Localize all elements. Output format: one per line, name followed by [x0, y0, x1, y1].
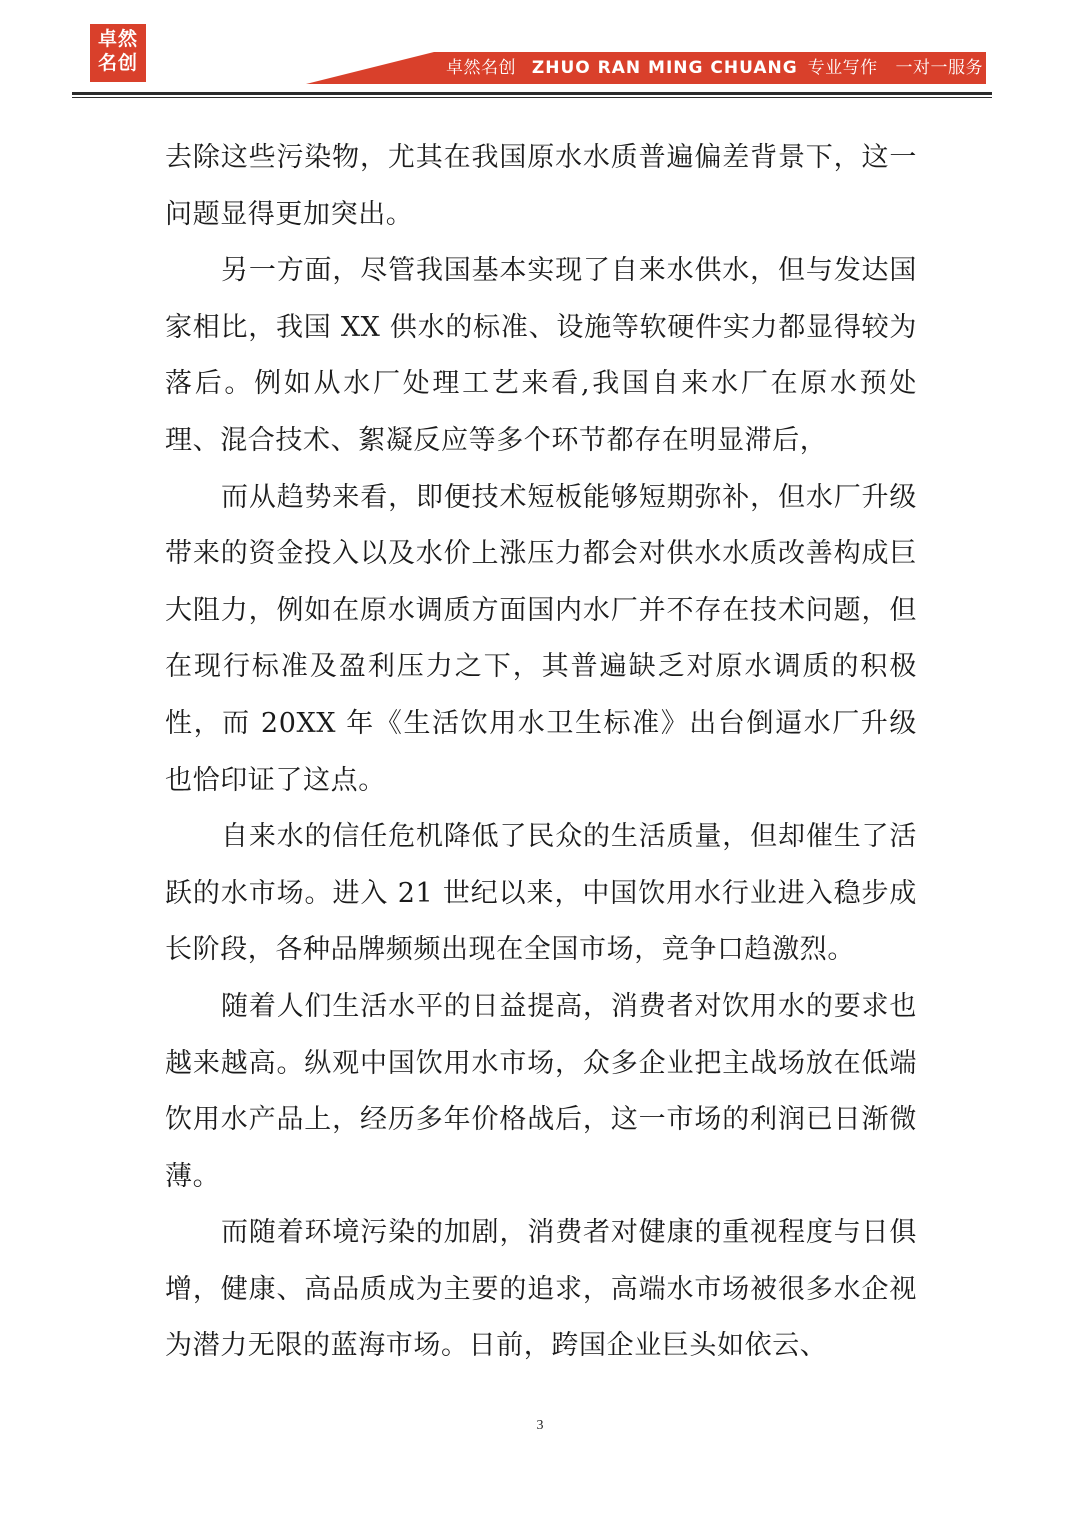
paragraph-5: 随着人们生活水平的日益提高，消费者对饮用水的要求也越来越高。纵观中国饮用水市场，众多企业把主战场放在低端饮用水产品上，经历多年价格战后，这一市场的利润已日渐微薄。 — [165, 990, 917, 1192]
page-number: 3 — [536, 1418, 544, 1433]
header-rule-thick — [72, 92, 992, 95]
brand-logo — [90, 24, 146, 82]
banner-slant-decoration — [306, 52, 434, 84]
banner-service: 一对一服务 — [895, 58, 984, 78]
paragraph-2: 另一方面，尽管我国基本实现了自来水供水，但与发达国家相比，我国 XX 供水的标准、设施等软硬件实力都显得较为落后。例如从水厂处理工艺来看,我国自来水厂在原水预处理、混合技术、絮凝反应等多个环节都存在明显滞后， — [165, 255, 917, 456]
banner-brand-english: ZHUO RAN MING CHUANG — [531, 58, 798, 78]
paragraph-3: 而从趋势来看，即便技术短板能够短期弥补，但水厂升级带来的资金投入以及水价上涨压力都会对供水水质改善构成巨大阻力，例如在原水调质方面国内水厂并不存在技术问题，但在现行标准及盈利压力之下，其普遍缺乏对原水调质的积极性，而 20XX 年《生活饮用水卫生标准》出台倒逼水厂升级也恰印证了这点。 — [165, 481, 917, 796]
document-body — [165, 130, 917, 1375]
paragraph-6: 而随着环境污染的加剧，消费者对健康的重视程度与日俱增，健康、高品质成为主要的追求，高端水市场被很多水企视为潜力无限的蓝海市场。日前，跨国企业巨头如依云、 — [165, 1217, 917, 1362]
banner-text — [434, 52, 986, 84]
logo-text-top: 卓然 — [97, 28, 138, 50]
header-rule-thin — [72, 97, 992, 98]
paragraph-4: 自来水的信任危机降低了民众的生活质量，但却催生了活跃的水市场。进入 21 世纪以来，中国饮用水行业进入稳步成长阶段，各种品牌频频出现在全国市场，竞争口趋激烈。 — [165, 821, 917, 966]
header-banner — [306, 52, 986, 84]
paragraph-1: 去除这些污染物，尤其在我国原水水质普遍偏差背景下，这一问题显得更加突出。 — [165, 142, 917, 230]
logo-text-bottom: 名创 — [97, 52, 138, 74]
banner-tagline: 专业写作 — [807, 58, 878, 78]
banner-brand-name: 卓然名创 — [446, 58, 516, 78]
